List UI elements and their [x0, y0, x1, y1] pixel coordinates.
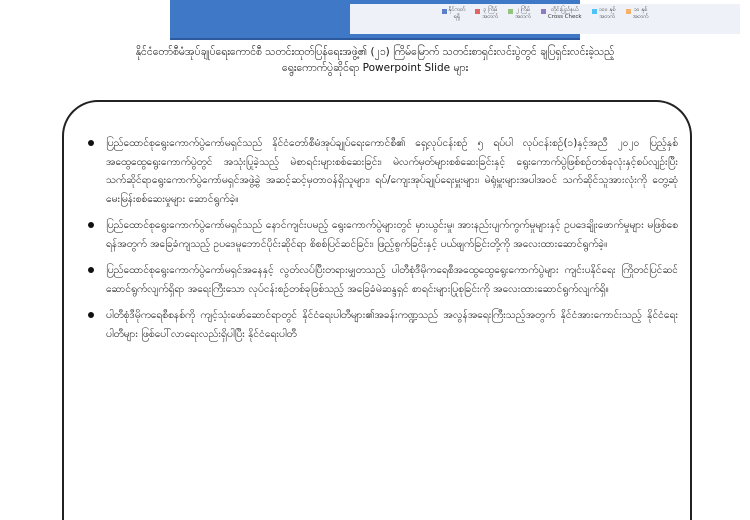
legend-label: ၃ ကြိမ် အတက် [482, 7, 499, 20]
legend-swatch [541, 9, 546, 14]
legend-item [541, 7, 582, 21]
legend-item [442, 7, 466, 21]
legend-label: ၁၀၀ နှစ် အတက် [598, 7, 616, 20]
bullet-icon [88, 222, 94, 228]
bullet-text: ပြည်ထောင်စုရွေးကောက်ပွဲကော်မရှင်သည် နောင်ကျင်းပမည့် ရွေးကောက်ပွဲများတွင် မှားယွင်းမှု၊ အားနည်းပျက်ကွက်မှုများနှင့် ဥပဒေချိုးဖောက်မှုများ မဖြစ်စေရန်အတွက် အခြေခံကျသည့် ဥပဒေမူဘောင်ပိုင်းဆိုင်ရာ စိစစ်ပြင်ဆင်ခြင်း၊ ဖြည့်စွက်ခြင်းနှင့် ပယ်ဖျက်ခြင်းတို့ကို အလေးထားဆောင်ရွက်ခဲ့။ [106, 219, 678, 250]
legend-swatch [475, 9, 480, 14]
bullet-item [86, 216, 678, 253]
legend-label: နိုင်ကတ် ရရှိ [448, 7, 466, 20]
legend-swatch [508, 9, 513, 14]
bullet-list [86, 134, 678, 351]
legend-label: ၁၀ နှစ် အတက် [632, 7, 649, 20]
legend-item [592, 7, 616, 21]
image-caption [0, 44, 750, 76]
legend-swatch [592, 9, 597, 14]
slide-image [170, 0, 649, 40]
bullet-item [86, 306, 678, 343]
legend-label: တိုင်းပြည်နယ် Cross Check [547, 7, 582, 20]
legend-label: ၂ ကြိမ် အတက် [515, 7, 531, 20]
bullet-icon [88, 312, 94, 318]
bullet-icon [88, 267, 94, 273]
bullet-item [86, 261, 678, 298]
caption-line: ရွေးကောက်ပွဲဆိုင်ရာ Powerpoint Slide များ [281, 62, 469, 74]
slide-legend [350, 4, 740, 34]
bullet-text: ပါတီစုံဒီမိုကရေစီစနစ်ကို ကျင့်သုံးဖော်ဆောင်ရာတွင် နိုင်ငံရေးပါတီများ၏အခန်းကဏ္ဍသည် အလွန်အရေးကြီးသည့်အတွက် နိုင်ငံအားကောင်းသည့် နိုင်ငံရေးပါတီများ ဖြစ်ပေါ်လာရေးလည်းရှိပါပြီး နိုင်ငံရေးပါတီ [106, 309, 678, 340]
bullet-text: ပြည်ထောင်စုရွေးကောက်ပွဲကော်မရှင်သည် နိုင်ငံတော်စီမံအုပ်ချုပ်ရေးကောင်စီ၏ ရှေ့လုပ်ငန်းစဉ် ၅ ရပ်ပါ လုပ်ငန်းစဉ်(၁)နှင့်အညီ ၂၀၂၀ ပြည့်နှစ် အထွေထွေရွေးကောက်ပွဲတွင် အသုံးပြုခဲ့သည့် မဲစာရင်းများစစ်ဆေးခြင်း၊ မဲလက်မှတ်များစစ်ဆေးခြင်းနှင့် ရွေးကောက်ပွဲဖြစ်စဉ်တစ်ခုလုံးနှင့်စပ်လျဉ်းပြီး သက်ဆိုင်ရာရွေးကောက်ပွဲကော်မရှင်အဖွဲ့ခွဲ အဆင့်ဆင့်မှတာဝန်ရှိသူများ၊ ရပ်/ကျေးအုပ်ချုပ်ရေးမှူးများ၊ မဲရုံမှူးများအပါအဝင် သက်ဆိုင်သူအားလုံးကို တွေ့ဆုံမေးမြန်းစစ်ဆေးမှုများ ဆောင်ရွက်ခဲ့။ [106, 137, 678, 205]
caption-line: နိုင်ငံတော်စီမံအုပ်ချုပ်ရေးကောင်စီ သတင်းထုတ်ပြန်ရေးအဖွဲ့၏ (၂၁) ကြိမ်မြောက် သတင်းစာရှင်းလင်းပွဲတွင် ချပြရှင်းလင်းခဲ့သည့် [135, 46, 615, 58]
legend-swatch [626, 9, 631, 14]
legend-item [508, 7, 531, 21]
bullet-icon [88, 140, 94, 146]
legend-swatch [442, 9, 447, 14]
bullet-item [86, 134, 678, 208]
legend-item [626, 7, 649, 21]
legend-item [475, 7, 498, 21]
bullet-text: ပြည်ထောင်စုရွေးကောက်ပွဲကော်မရှင်အနေနှင့် လွတ်လပ်ပြီးတရားမျှတသည့် ပါတီစုံဒီမိုကရေစီအထွေထွေရွေးကောက်ပွဲများ ကျင်းပနိုင်ရေး ကြိုတင်ပြင်ဆင်ဆောင်ရွက်လျက်ရှိရာ အရေးကြီးသော လုပ်ငန်းစဉ်တစ်ခုဖြစ်သည့် အခြေခံမဲဆန္ဒရှင် စာရင်းများပြုစုခြင်းကို အလေးထားဆောင်ရွက်လျက်ရှိ။ [106, 264, 678, 295]
